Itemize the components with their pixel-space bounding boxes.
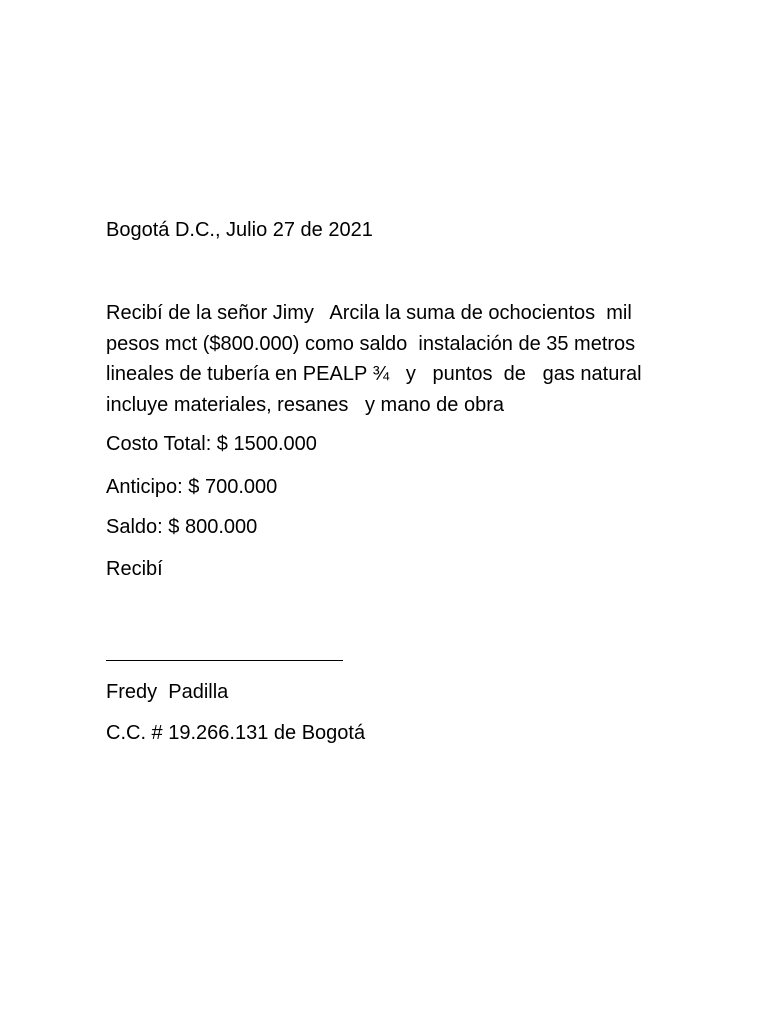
body-line: incluye materiales, resanes y mano de obra	[106, 393, 504, 416]
received-label: Recibí	[106, 558, 163, 580]
signature-line	[106, 660, 343, 661]
signer-name: Fredy Padilla	[106, 681, 229, 703]
receipt-date: Bogotá D.C., Julio 27 de 2021	[106, 219, 373, 241]
body-line: pesos mct ($800.000) como saldo instalación de 35 metros	[106, 332, 636, 355]
total-cost: Costo Total: $ 1500.000	[106, 433, 317, 455]
advance-payment: Anticipo: $ 700.000	[106, 476, 278, 498]
receipt-body	[106, 298, 726, 420]
body-line: lineales de tubería en PEALP ¾ y puntos de gas natural	[106, 363, 642, 385]
signer-id: C.C. # 19.266.131 de Bogotá	[106, 722, 366, 744]
body-line: Recibí de la señor Jimy Arcila la suma de ochocientos mil	[106, 302, 632, 324]
balance-amount: Saldo: $ 800.000	[106, 516, 258, 538]
